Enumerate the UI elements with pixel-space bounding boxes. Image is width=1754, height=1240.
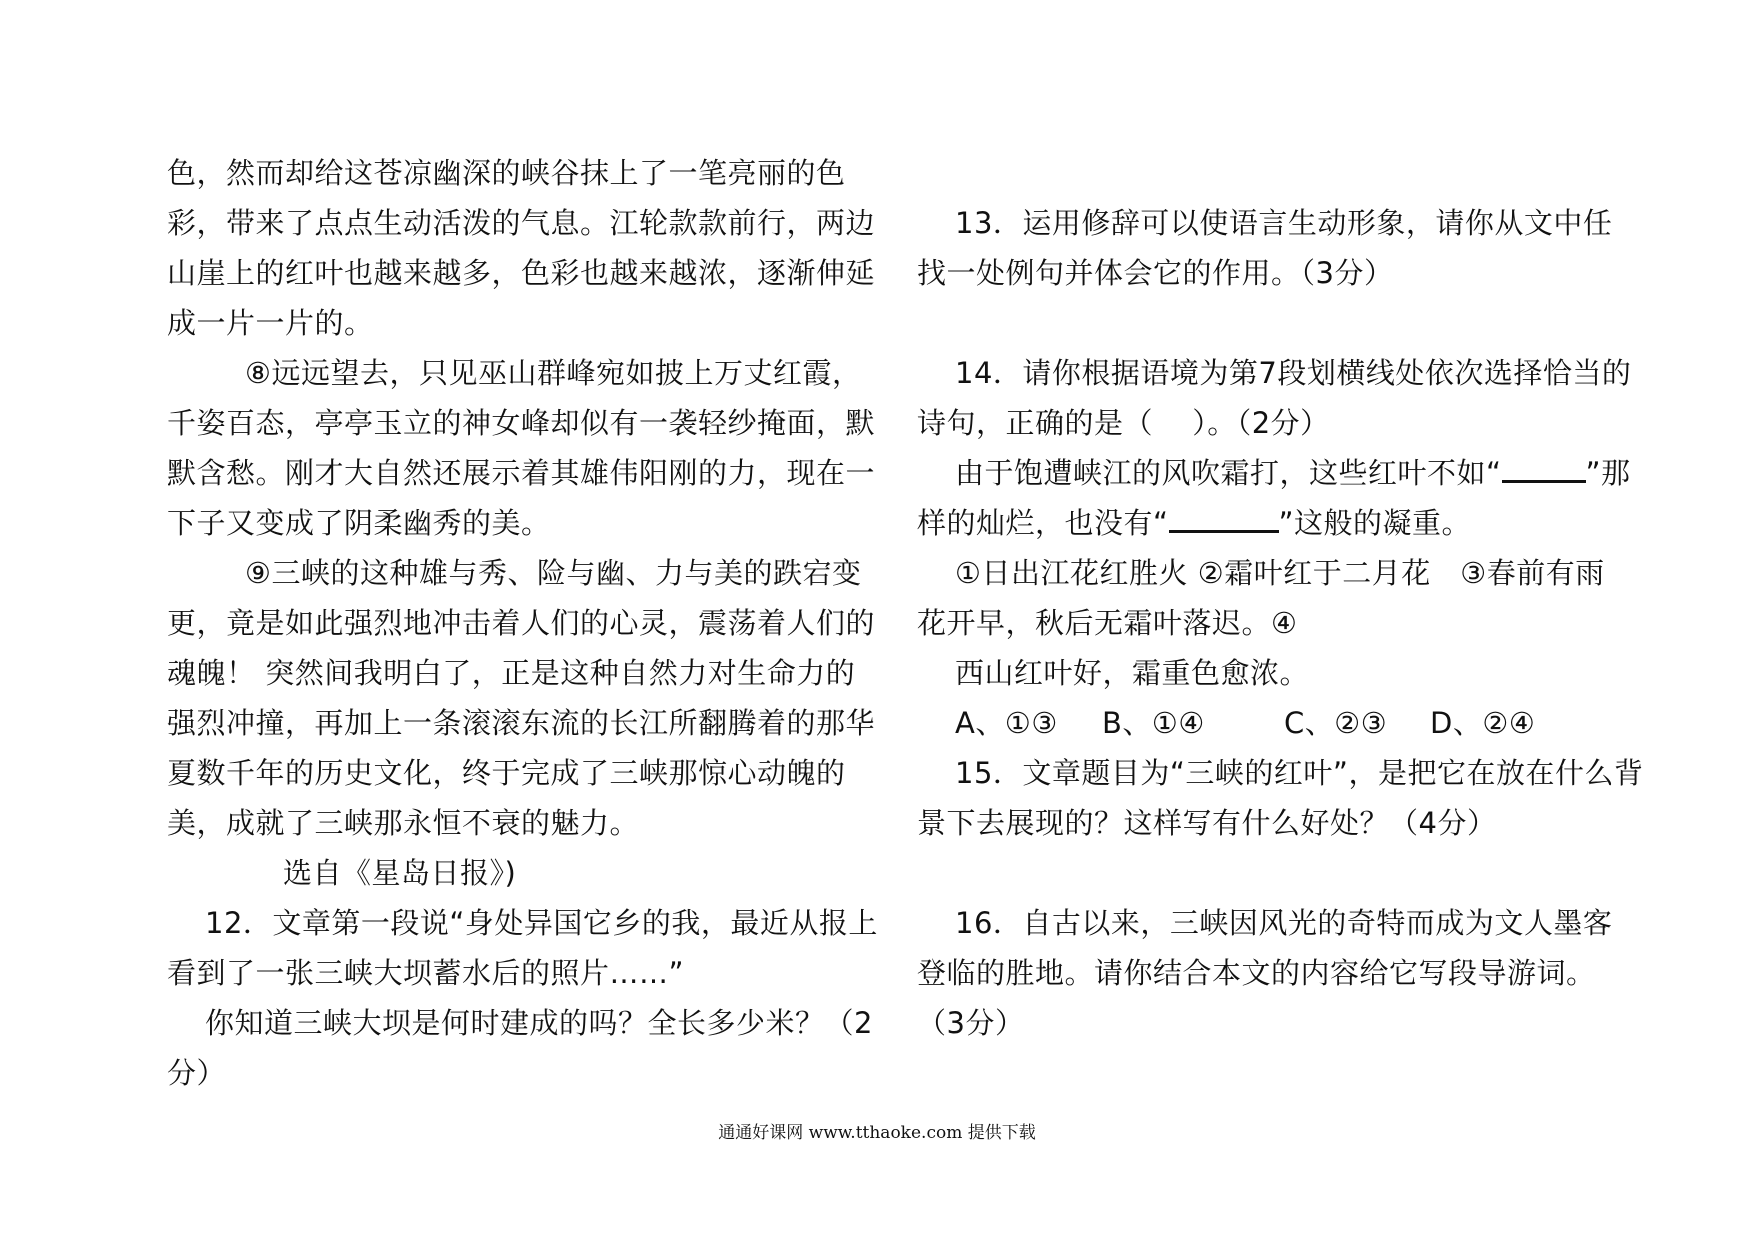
para7-line: 成一片一片的。 — [167, 306, 374, 340]
choice-b[interactable]: B、①④ — [1102, 706, 1205, 740]
question-14-line: 诗句，正确的是（ ）。（2分） — [917, 406, 1330, 440]
answer-space — [917, 848, 1637, 898]
choice-a[interactable]: A、①③ — [955, 706, 1058, 740]
right-column — [917, 198, 1644, 1048]
para8-line: 默含愁。刚才大自然还展示着其雄伟阳刚的力，现在一 — [167, 456, 876, 490]
question-14-context-line — [917, 498, 1637, 548]
answer-space — [917, 298, 1637, 348]
question-15-line: 景下去展现的？这样写有什么好处？（4分） — [917, 806, 1497, 840]
question-12-line: 12．文章第一段说“身处异国它乡的我，最近从报上 — [205, 906, 878, 940]
question-16-line: 16．自古以来，三峡因风光的奇特而成为文人墨客 — [955, 906, 1613, 940]
para7-line: 山崖上的红叶也越来越多，色彩也越来越浓，逐渐伸延 — [167, 256, 876, 290]
para9-line: 更，竟是如此强烈地冲击着人们的心灵，震荡着人们的 — [167, 606, 876, 640]
question-13-line: 找一处例句并体会它的作用。（3分） — [917, 256, 1394, 290]
answer-choices — [917, 698, 1637, 748]
para7-line: 色，然而却给这苍凉幽深的峡谷抹上了一笔亮丽的色 — [167, 156, 846, 190]
para9-line: ⑨三峡的这种雄与秀、险与幽、力与美的跌宕变 — [245, 556, 862, 590]
para9-line: 强烈冲撞，再加上一条滚滚东流的长江所翻腾着的那华 — [167, 706, 876, 740]
question-15-line: 15．文章题目为“三峡的红叶”，是把它在放在什么背 — [955, 756, 1644, 790]
question-12-line: 看到了一张三峡大坝蓄水后的照片……” — [167, 956, 685, 990]
poem-option-line: 西山红叶好，霜重色愈浓。 — [955, 656, 1310, 690]
choice-c[interactable]: C、②③ — [1284, 706, 1388, 740]
question-14-line: 14．请你根据语境为第7段划横线处依次选择恰当的 — [955, 356, 1632, 390]
para9-line: 美，成就了三峡那永恒不衰的魅力。 — [167, 806, 640, 840]
question-12-sub-line: 你知道三峡大坝是何时建成的吗？全长多少米？（2 — [205, 1006, 873, 1040]
choice-d[interactable]: D、②④ — [1430, 706, 1536, 740]
fill-blank-1[interactable] — [1502, 454, 1586, 483]
question-16-line: （3分） — [917, 1006, 1025, 1040]
context-text: 样的灿烂，也没有“ — [917, 506, 1169, 540]
para7-line: 彩，带来了点点生动活泼的气息。江轮款款前行，两边 — [167, 206, 876, 240]
para8-line: 下子又变成了阴柔幽秀的美。 — [167, 506, 551, 540]
para8-line: ⑧远远望去，只见巫山群峰宛如披上万丈红霞， — [245, 356, 862, 390]
question-12-sub-line: 分） — [167, 1056, 227, 1090]
page-footer: 通通好课网 www.tthaoke.com 提供下载 — [718, 1123, 1036, 1143]
poem-option-line: ①日出江花红胜火 ②霜叶红于二月花 ③春前有雨 — [955, 556, 1605, 590]
para9-line: 魂魄！ 突然间我明白了，正是这种自然力对生命力的 — [167, 656, 856, 690]
fill-blank-2[interactable] — [1169, 504, 1279, 533]
question-13-line: 13．运用修辞可以使语言生动形象，请你从文中任 — [955, 206, 1613, 240]
context-text: 由于饱遭峡江的风吹霜打，这些红叶不如“ — [955, 456, 1502, 490]
context-text: ”这般的凝重。 — [1278, 506, 1472, 540]
left-column — [167, 148, 887, 1098]
question-16-line: 登临的胜地。请你结合本文的内容给它写段导游词。 — [917, 956, 1596, 990]
para9-line: 夏数千年的历史文化，终于完成了三峡那惊心动魄的 — [167, 756, 846, 790]
para8-line: 千姿百态，亭亭玉立的神女峰却似有一袭轻纱掩面，默 — [167, 406, 876, 440]
context-text: ”那 — [1585, 456, 1631, 490]
poem-option-line: 花开早，秋后无霜叶落迟。④ — [917, 606, 1298, 640]
source-citation: 选自《星岛日报》) — [283, 856, 517, 890]
question-14-context-line — [917, 448, 1637, 498]
